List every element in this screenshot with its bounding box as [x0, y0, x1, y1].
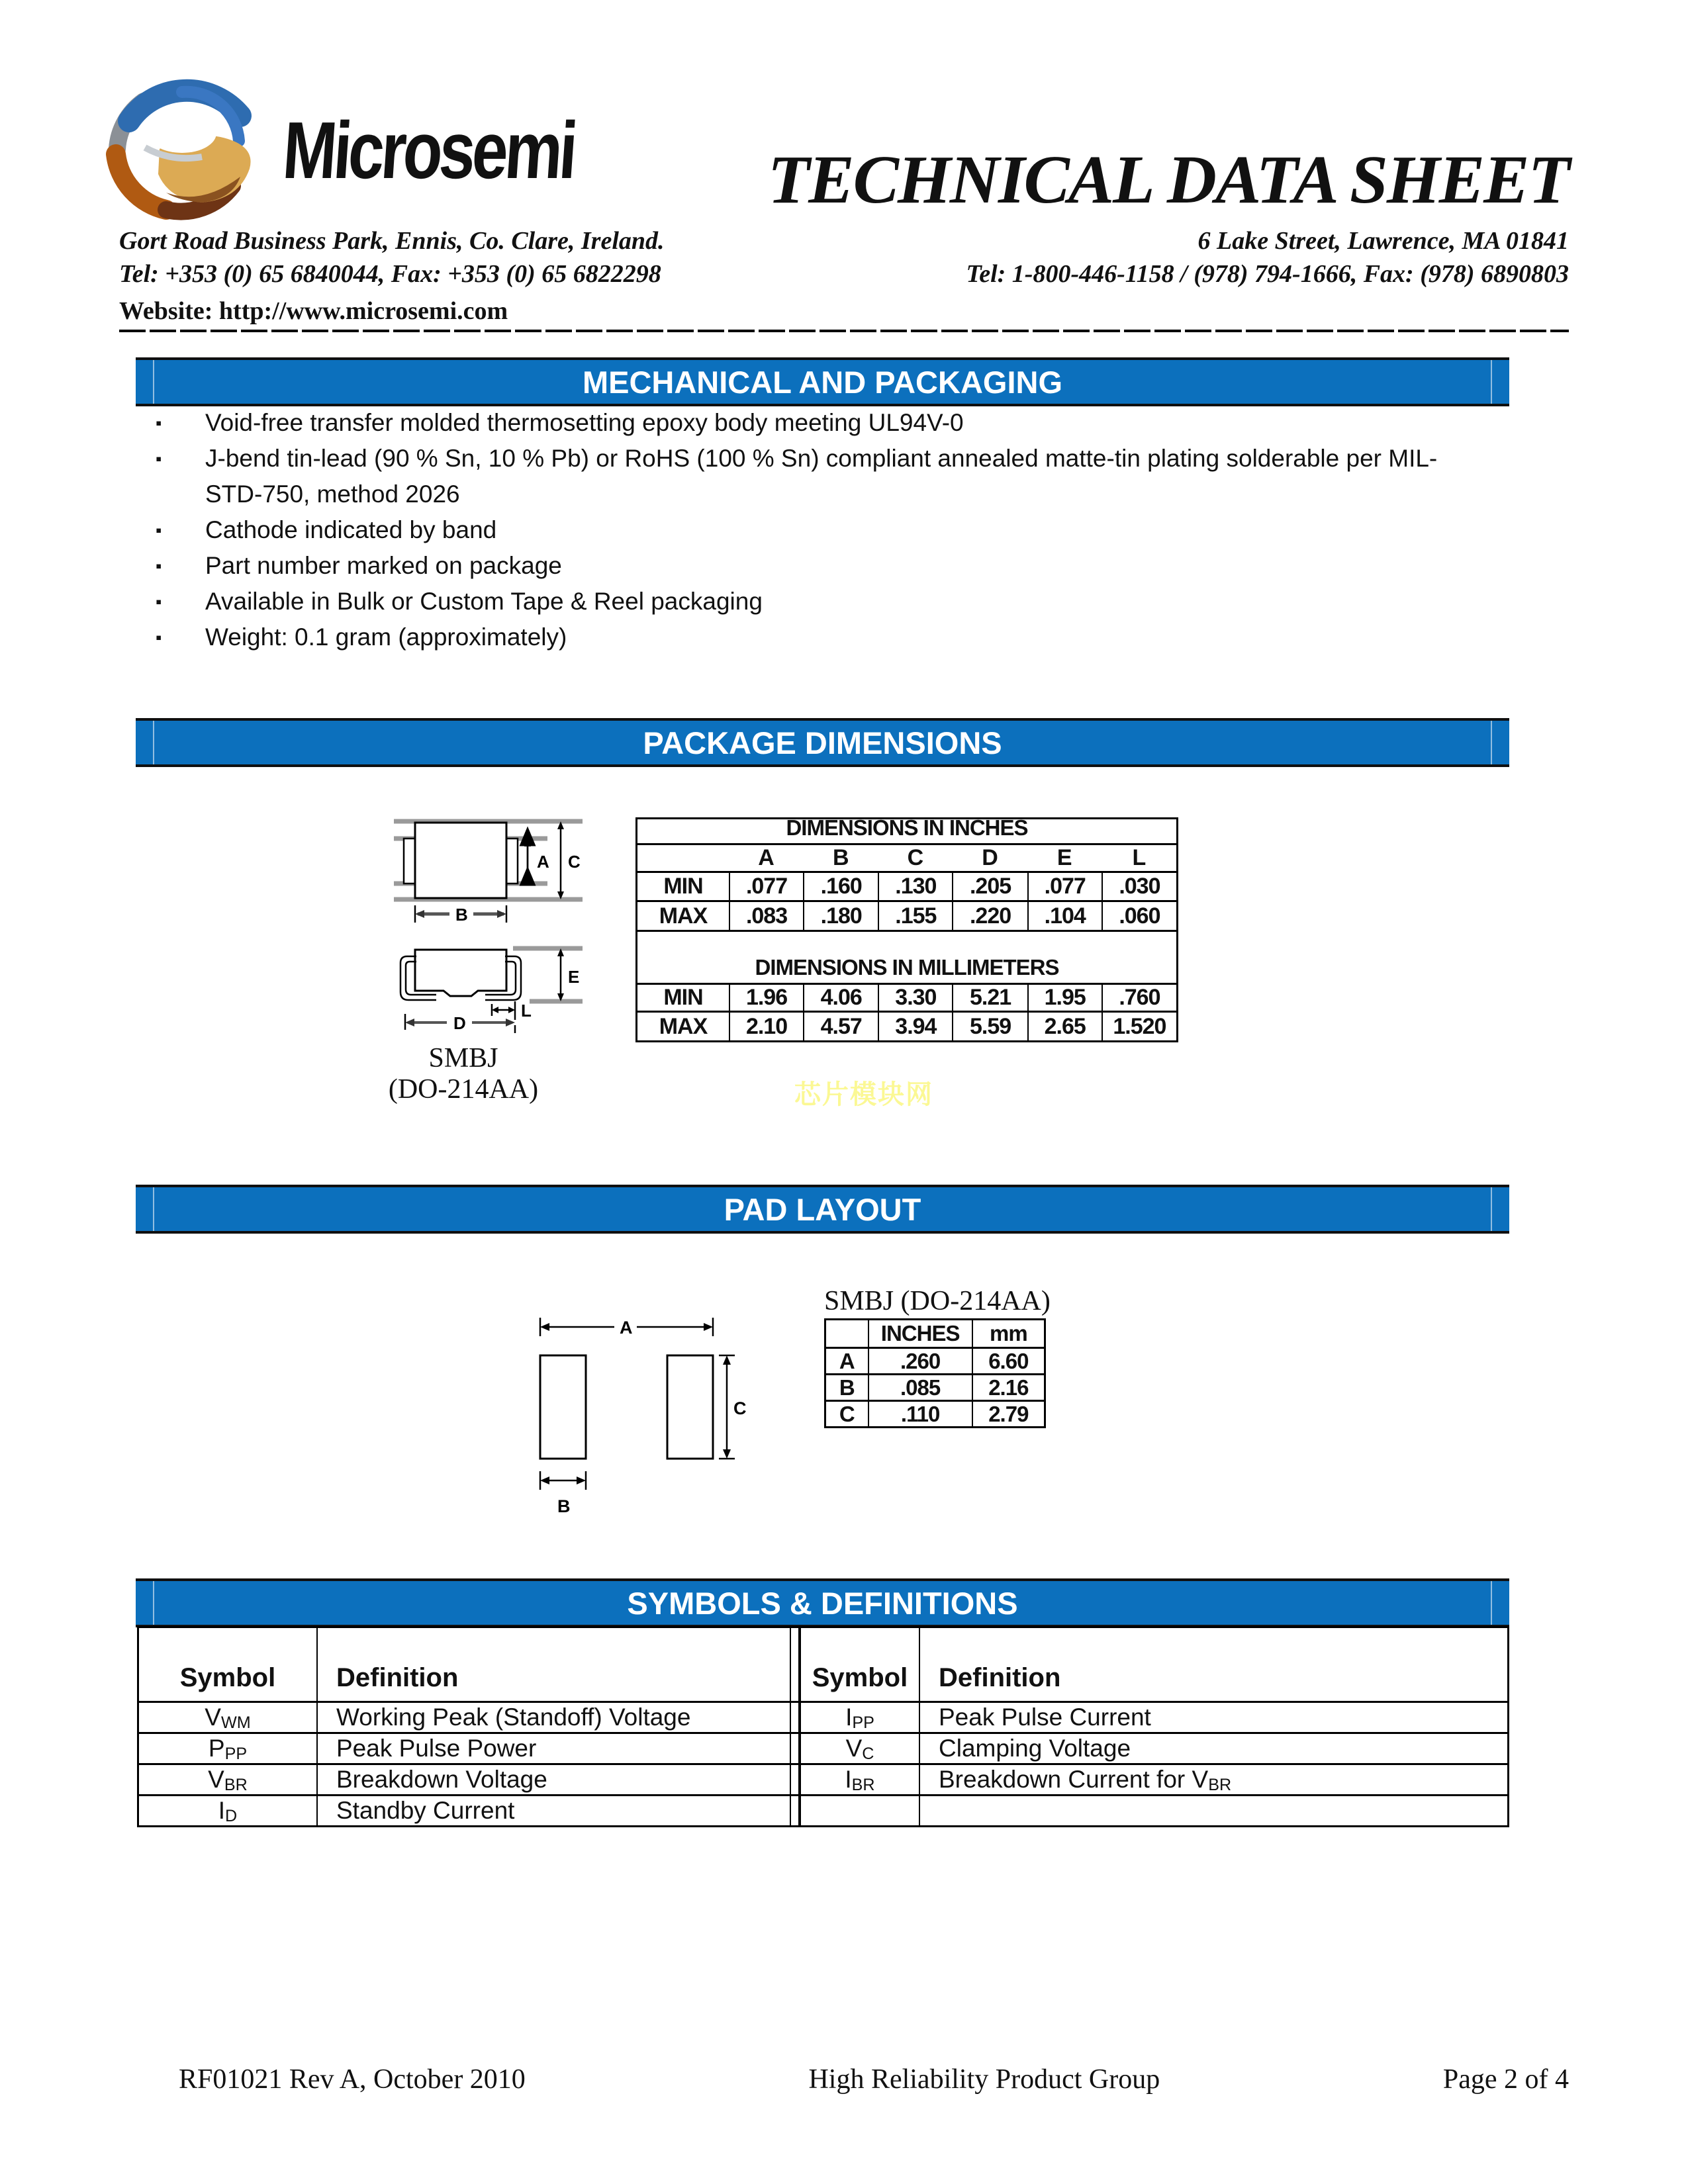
dims-column-header: D [982, 845, 998, 870]
symbols-divider [790, 1796, 800, 1825]
symbols-divider [790, 1703, 800, 1732]
definition-cell: Working Peak (Standoff) Voltage [316, 1703, 790, 1732]
section-banner-symbols-label: SYMBOLS & DEFINITIONS [627, 1585, 1018, 1621]
footer-group: High Reliability Product Group [808, 2064, 1160, 2095]
footer-doc-rev: RF01021 Rev A, October 2010 [179, 2064, 526, 2095]
symbols-header-definition-right: Definition [919, 1628, 1507, 1701]
pad-table-row [826, 1400, 1044, 1426]
symbols-header-symbol-left: Symbol [179, 1663, 276, 1692]
pad-table-value: 2.16 [972, 1375, 1044, 1400]
dims-value: .060 [1102, 902, 1176, 930]
dims-spacer-row [637, 930, 1176, 952]
symbols-header-row [139, 1628, 1507, 1701]
dims-title-inches-label: DIMENSIONS IN INCHES [786, 819, 1028, 840]
dims-column-header: B [832, 845, 849, 870]
dims-title-inches [637, 819, 1176, 843]
pad-dim-label-a: A [620, 1318, 633, 1338]
dims-value: .083 [729, 902, 803, 930]
pad-table-title: SMBJ (DO-214AA) [824, 1286, 1051, 1316]
dims-value: .160 [803, 873, 878, 900]
package-name-line1: SMBJ [428, 1043, 498, 1073]
dim-label-c: C [568, 852, 581, 872]
dims-column-header [637, 845, 729, 871]
definition-cell: Standby Current [316, 1796, 790, 1825]
section-banner-package-dimensions [136, 718, 1509, 767]
symbol-cell: P $_{PP}$ [208, 1735, 248, 1763]
dims-column-header: A [758, 845, 774, 870]
package-dimensions-table [635, 817, 1178, 1042]
symbol-cell [800, 1796, 919, 1825]
bullet-text: Weight: 0.1 gram (approximately) [205, 623, 567, 651]
microsemi-wordmark: Microsemi [280, 105, 578, 195]
dim-label-d: D [453, 1013, 466, 1033]
dims-value: 2.10 [729, 1013, 803, 1040]
bullet-square-icon: ▪ [156, 520, 162, 540]
watermark-text: 芯片模块网 [794, 1080, 933, 1109]
definition-cell: Breakdown Voltage [316, 1765, 790, 1794]
symbol-cell: I $_D$ [218, 1797, 238, 1825]
definition-cell: Clamping Voltage [919, 1734, 1507, 1763]
dims-column-header: L [1132, 845, 1146, 870]
dims-title-mm [637, 952, 1176, 983]
dim-label-e: E [568, 967, 580, 987]
package-name-line2: (DO-214AA) [388, 1074, 539, 1105]
pad-table-value: 6.60 [972, 1349, 1044, 1373]
dim-label-l: L [521, 1001, 532, 1021]
dims-value: 5.21 [952, 985, 1027, 1011]
section-banner-symbols [136, 1578, 1509, 1627]
dims-value: .104 [1027, 902, 1102, 930]
pad-table-row-label: A [839, 1349, 855, 1373]
dims-row-label: MAX [659, 1013, 708, 1039]
bullet-text: J-bend tin-lead (90 % Sn, 10 % Pb) or RoHS (100 % Sn) compliant annealed matte-tin plating solderable per MIL-STD-750, method 2026 [205, 445, 1438, 508]
dims-value: .077 [729, 873, 803, 900]
right-address-line2: Tel: 1-800-446-1158 / (978) 794-1666, Fax: (978) 6890803 [966, 260, 1569, 288]
symbols-row [139, 1732, 1507, 1763]
bullet-square-icon: ▪ [156, 627, 162, 647]
pad-layout-table [824, 1318, 1046, 1428]
pad-table-value: .110 [868, 1402, 972, 1426]
bullet-square-icon: ▪ [156, 592, 162, 612]
pad-table-value: 2.79 [972, 1402, 1044, 1426]
dims-value: 4.06 [803, 985, 878, 1011]
bullet-item [156, 619, 1453, 655]
left-address-line1: Gort Road Business Park, Ennis, Co. Clare, Ireland. [119, 227, 665, 255]
left-address-line2: Tel: +353 (0) 65 6840044, Fax: +353 (0) 65 6822298 [119, 260, 661, 288]
pad-table-header: INCHES [868, 1320, 972, 1347]
symbol-cell: I $_{PP}$ [800, 1703, 919, 1732]
bullet-square-icon: ▪ [156, 556, 162, 576]
dims-mm-max-row [637, 1011, 1176, 1040]
pad-table-value: .085 [868, 1375, 972, 1400]
symbols-row [139, 1763, 1507, 1794]
website-text: Website: http://www.microsemi.com [119, 297, 508, 325]
definition-cell: Peak Pulse Power [316, 1734, 790, 1763]
section-banner-mechanical [136, 357, 1509, 406]
right-address-line1: 6 Lake Street, Lawrence, MA 01841 [1197, 227, 1569, 255]
bullet-text: Void-free transfer molded thermosetting epoxy body meeting UL94V-0 [205, 409, 964, 436]
symbol-cell: V $_{WM}$ [205, 1704, 251, 1732]
mechanical-bullet-list [156, 405, 1453, 655]
dims-value: .077 [1027, 873, 1102, 900]
dims-inches-min-row [637, 871, 1176, 900]
pad-dim-label-c: C [733, 1398, 747, 1418]
bullet-square-icon: ▪ [156, 413, 162, 433]
dims-value: 4.57 [803, 1013, 878, 1040]
section-banner-package-dimensions-label: PACKAGE DIMENSIONS [643, 725, 1002, 760]
pad-table-row [826, 1347, 1044, 1373]
dims-mm-min-row [637, 983, 1176, 1011]
bullet-item [156, 512, 1453, 548]
bullet-text: Cathode indicated by band [205, 516, 497, 543]
symbols-header-symbol-right: Symbol [800, 1628, 919, 1701]
bullet-text: Available in Bulk or Custom Tape & Reel packaging [205, 588, 763, 615]
pad-layout-diagram [523, 1307, 748, 1522]
symbols-row [139, 1794, 1507, 1825]
header-divider [119, 330, 1569, 332]
dims-value: .220 [952, 902, 1027, 930]
definition-cell [919, 1796, 1507, 1825]
microsemi-logo [103, 69, 578, 228]
symbols-definitions-table [137, 1626, 1509, 1827]
dims-value: .205 [952, 873, 1027, 900]
pad-table-row-label: C [839, 1402, 855, 1426]
dims-inches-max-row [637, 900, 1176, 930]
section-banner-pad-layout [136, 1185, 1509, 1234]
symbols-divider [790, 1765, 800, 1794]
pad-dim-label-b: B [557, 1496, 571, 1516]
dims-column-header-row [637, 843, 1176, 871]
dims-value: .180 [803, 902, 878, 930]
symbols-row [139, 1701, 1507, 1732]
pad-table-header-row [826, 1320, 1044, 1347]
symbols-divider [790, 1734, 800, 1763]
dims-row-label: MIN [663, 874, 703, 899]
bullet-item [156, 548, 1453, 584]
pad-table-header [826, 1320, 868, 1347]
bullet-text: Part number marked on package [205, 552, 562, 579]
pad-table-row [826, 1373, 1044, 1400]
symbol-cell: V $_{BR}$ [208, 1766, 248, 1794]
symbols-divider [790, 1628, 800, 1701]
bullet-item [156, 584, 1453, 619]
pad-table-header: mm [972, 1320, 1044, 1347]
dim-label-a: A [537, 852, 549, 872]
dims-value: .030 [1102, 873, 1176, 900]
page-title: TECHNICAL DATA SHEET [767, 142, 1569, 218]
dim-label-b: B [455, 905, 468, 925]
dims-value: 1.96 [729, 985, 803, 1011]
definition-cell: Breakdown Current for V $_{BR}$ [919, 1765, 1507, 1794]
dims-value: .130 [878, 873, 952, 900]
dims-row-label: MAX [659, 903, 708, 929]
section-banner-pad-layout-label: PAD LAYOUT [724, 1191, 921, 1227]
footer-page-number: Page 2 of 4 [1442, 2064, 1569, 2095]
dims-value: 2.65 [1027, 1013, 1102, 1040]
pad-table-row-label: B [839, 1375, 855, 1400]
dims-value: 1.95 [1027, 985, 1102, 1011]
dims-value: .155 [878, 902, 952, 930]
dims-column-header: E [1056, 845, 1072, 870]
symbol-cell: V $_C$ [800, 1734, 919, 1763]
bullet-item [156, 441, 1453, 512]
dims-column-header: C [907, 845, 923, 870]
bullet-square-icon: ▪ [156, 449, 162, 469]
definition-cell: Peak Pulse Current [919, 1703, 1507, 1732]
page-footer [179, 2064, 1569, 2095]
dims-value: 3.30 [878, 985, 952, 1011]
dims-value: 3.94 [878, 1013, 952, 1040]
bullet-item [156, 405, 1453, 441]
symbol-cell: I $_{BR}$ [800, 1765, 919, 1794]
pad-table-value: .260 [868, 1349, 972, 1373]
symbols-header-definition-left: Definition [316, 1628, 790, 1701]
dims-value: 5.59 [952, 1013, 1027, 1040]
dims-value: .760 [1102, 985, 1176, 1011]
dims-title-mm-label: DIMENSIONS IN MILLIMETERS [755, 955, 1059, 979]
dims-spacer [637, 932, 1176, 952]
dims-row-label: MIN [663, 985, 703, 1010]
section-banner-mechanical-label: MECHANICAL AND PACKAGING [582, 364, 1062, 400]
dims-value: 1.520 [1102, 1013, 1176, 1040]
